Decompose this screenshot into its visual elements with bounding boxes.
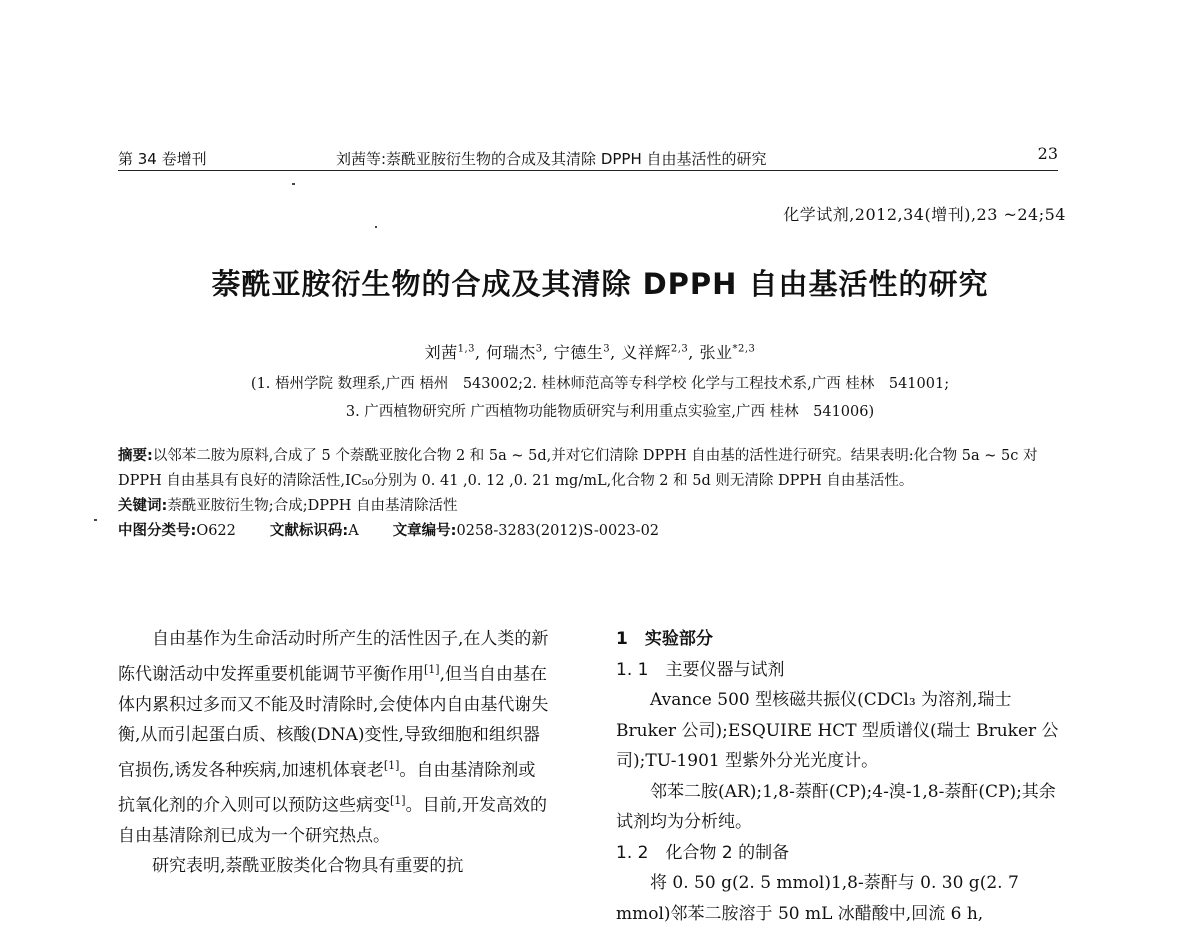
clc-value: O622 <box>196 523 236 539</box>
author-separator: , <box>610 343 616 362</box>
author-name: 义祥辉 <box>621 343 671 362</box>
author-name: 宁德生 <box>553 343 604 362</box>
author-separator: , <box>688 343 694 362</box>
abstract <box>118 444 1063 494</box>
intro-text: 。目前,开发高效的自由基清除剂已成为一个研究热点。 <box>118 795 547 846</box>
author-affiliation-mark: 3 <box>535 343 543 355</box>
running-head <box>118 144 1058 171</box>
volume-label: 第 34 卷增刊 <box>118 150 207 168</box>
scan-speck <box>375 226 377 228</box>
author-affiliation-mark: 2,3 <box>670 343 689 355</box>
intro-text: 。自由基清除剂或抗氧化剂的介入则可以预防这些病变 <box>118 760 536 816</box>
keywords-text: 萘酰亚胺衍生物;合成;DPPH 自由基清除活性 <box>167 498 458 514</box>
affiliation-line-1: (1. 梧州学院 数理系,广西 梧州 543002;2. 桂林师范高等专科学校 化学与工程技术系,广西 桂林 541001; <box>250 376 950 392</box>
reagents-paragraph: 邻苯二胺(AR);1,8-萘酐(CP);4-溴-1,8-萘酐(CP);其余试剂均为分析纯。 <box>616 781 1056 832</box>
subsection-heading-instruments: 1. 1 主要仪器与试剂 <box>616 659 785 680</box>
citation-ref: [1] <box>424 662 440 676</box>
citation-ref: [1] <box>390 793 406 807</box>
abstract-block <box>118 444 1063 544</box>
citation-ref: [1] <box>383 758 400 772</box>
left-column <box>118 624 550 882</box>
running-title: 刘茜等:萘酰亚胺衍生物的合成及其清除 DPPH 自由基活性的研究 <box>336 150 767 168</box>
classification-line <box>118 519 1063 544</box>
article-number-label: 文章编号: <box>392 523 457 539</box>
journal-citation: 化学试剂,2012,34(增刊),23 ~24;54 <box>783 205 1066 224</box>
instruments-paragraph: Avance 500 型核磁共振仪(CDCl₃ 为溶剂,瑞士 Bruker 公司);ESQUIRE HCT 型质谱仪(瑞士 Bruker 公司);TU-1901 型紫外分光光度计。 <box>616 690 1059 771</box>
intro-text: ,但当自由基在体内累积过多而又不能及时清除时,会使体内自由基代谢失衡,从而引起蛋白质、核酸(DNA)变性,导致细胞和组织器官损伤,诱发各种疾病,加速机体衰老 <box>118 664 549 781</box>
clc-label: 中图分类号: <box>118 523 197 539</box>
paper-title: 萘酰亚胺衍生物的合成及其清除 DPPH 自由基活性的研究 <box>211 267 989 301</box>
keywords <box>118 494 1063 519</box>
procedure-paragraph: 将 0. 50 g(2. 5 mmol)1,8-萘酐与 0. 30 g(2. 7 mmol)邻苯二胺溶于 50 mL 冰醋酸中,回流 6 h, <box>616 873 1019 924</box>
author-name: 刘茜 <box>424 343 458 362</box>
page-number: 23 <box>1037 144 1058 163</box>
doc-code-label: 文献标识码: <box>269 523 349 539</box>
author-list <box>0 340 1180 363</box>
author-affiliation-mark: *2,3 <box>732 343 756 355</box>
article-number-value: 0258-3283(2012)S-0023-02 <box>456 523 660 539</box>
author-name: 张业 <box>699 343 733 362</box>
intro-paragraph-2: 研究表明,萘酰亚胺类化合物具有重要的抗 <box>152 856 464 877</box>
abstract-label: 摘要: <box>118 448 153 464</box>
section-heading-experimental: 1 实验部分 <box>616 629 713 649</box>
right-column <box>616 624 1064 929</box>
keywords-label: 关键词: <box>118 498 168 514</box>
abstract-text: 以邻苯二胺为原料,合成了 5 个萘酰亚胺化合物 2 和 5a ~ 5d,并对它们清除 DPPH 自由基的活性进行研究。结果表明:化合物 5a ~ 5c 对 DPPH 自由基具有良好的清除活性,IC₅₀分别为 0. 41 ,0. 12 ,0. 21 mg/mL,化合物 2 和 5d 则无清除 DPPH 自由基活性。 <box>118 448 1038 489</box>
author-separator: , <box>475 343 481 362</box>
author-affiliation-mark: 3 <box>603 343 611 355</box>
doc-code-value: A <box>348 523 359 539</box>
author-name: 何瑞杰 <box>486 343 536 362</box>
author-affiliation-mark: 1,3 <box>457 343 476 355</box>
affiliation-line-2: 3. 广西植物研究所 广西植物功能物质研究与利用重点实验室,广西 桂林 541006) <box>345 404 875 420</box>
intro-text: 自由基作为生命活动时所产生的活性因子,在人类的新陈代谢活动中发挥重要机能调节平衡作用 <box>118 629 549 685</box>
scan-speck <box>94 519 97 521</box>
intro-paragraph-1 <box>118 624 550 851</box>
scan-speck <box>292 183 295 185</box>
subsection-heading-compound-2: 1. 2 化合物 2 的制备 <box>616 842 790 863</box>
author-separator: , <box>542 343 549 362</box>
